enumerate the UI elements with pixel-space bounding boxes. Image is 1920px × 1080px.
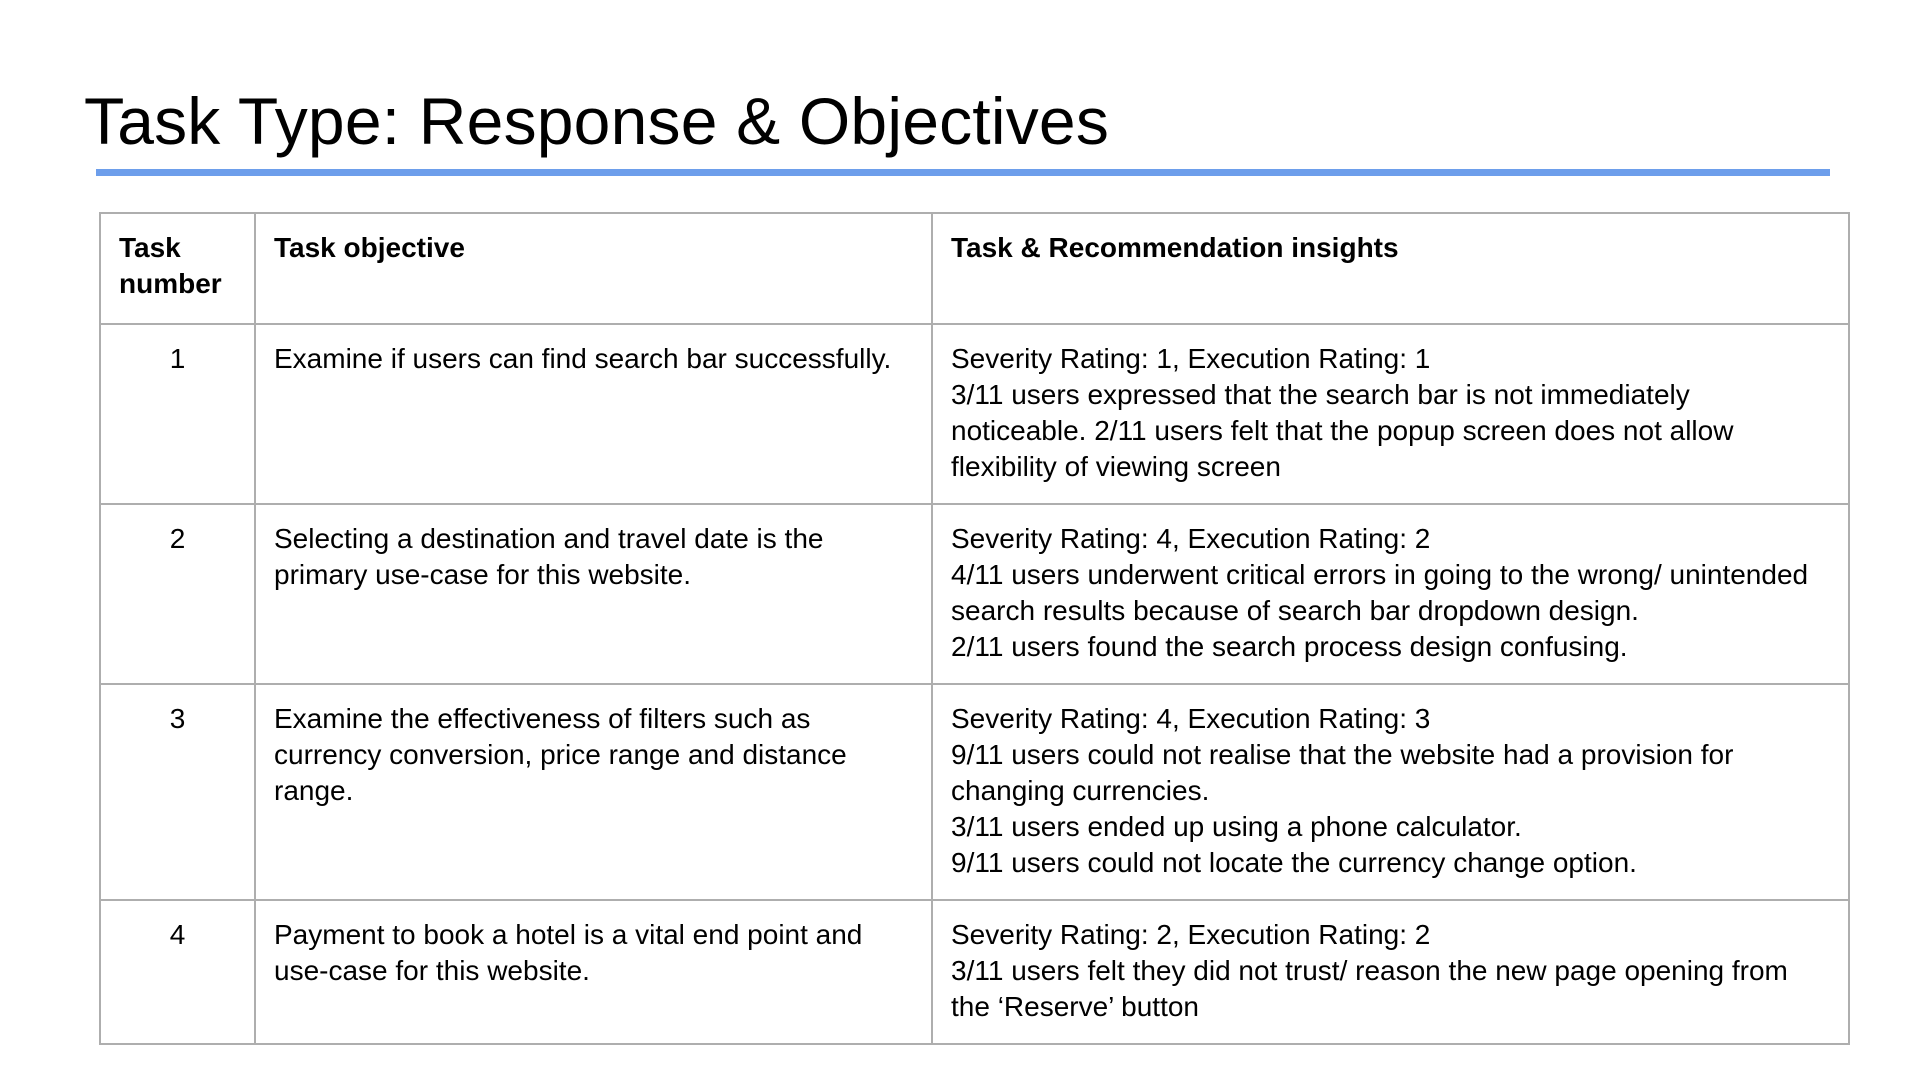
header-insights: Task & Recommendation insights: [932, 213, 1849, 324]
title-underline: [96, 169, 1830, 176]
insight-line: 4/11 users underwent critical errors in going to the wrong/ unintended search results because of search bar dropdown design.: [951, 559, 1809, 626]
task-objective-cell: Examine if users can find search bar successfully.: [255, 324, 932, 504]
table-row: [100, 900, 1849, 1044]
task-objective-cell: Payment to book a hotel is a vital end point and use-case for this website.: [255, 900, 932, 1044]
slide-title: Task Type: Response & Objectives: [84, 84, 1110, 158]
task-insights-cell: [932, 504, 1849, 684]
table-row: [100, 324, 1849, 504]
task-objective-cell: Selecting a destination and travel date is the primary use-case for this website.: [255, 504, 932, 684]
insight-line: 3/11 users expressed that the search bar is not immediately noticeable. 2/11 users felt that the popup screen does not allow flexibility of viewing screen: [951, 379, 1734, 482]
insight-line: Severity Rating: 4, Execution Rating: 2: [951, 523, 1431, 554]
table-row: [100, 684, 1849, 900]
insight-line: 9/11 users could not realise that the website had a provision for changing currencies.: [951, 739, 1734, 806]
task-number-cell: 2: [100, 504, 255, 684]
header-task-objective: Task objective: [255, 213, 932, 324]
header-task-number: [100, 213, 255, 324]
insight-line: 2/11 users found the search process design confusing.: [951, 631, 1628, 662]
task-insights-cell: [932, 324, 1849, 504]
insight-line: 3/11 users ended up using a phone calculator.: [951, 811, 1522, 842]
task-insights-cell: [932, 900, 1849, 1044]
insight-line: 9/11 users could not locate the currency change option.: [951, 847, 1637, 878]
header-task-number-line: Task: [119, 232, 181, 263]
insight-line: Severity Rating: 2, Execution Rating: 2: [951, 919, 1431, 950]
task-insights-cell: [932, 684, 1849, 900]
table-header-row: [100, 213, 1849, 324]
insight-line: Severity Rating: 4, Execution Rating: 3: [951, 703, 1431, 734]
task-number-cell: 1: [100, 324, 255, 504]
task-number-cell: 4: [100, 900, 255, 1044]
insight-line: 3/11 users felt they did not trust/ reason the new page opening from the ‘Reserve’ button: [951, 955, 1788, 1022]
task-insights-table: [99, 212, 1850, 1045]
task-objective-cell: Examine the effectiveness of filters such as currency conversion, price range and distance range.: [255, 684, 932, 900]
table-row: [100, 504, 1849, 684]
insight-line: Severity Rating: 1, Execution Rating: 1: [951, 343, 1431, 374]
header-task-number-line: number: [119, 268, 222, 299]
task-number-cell: 3: [100, 684, 255, 900]
